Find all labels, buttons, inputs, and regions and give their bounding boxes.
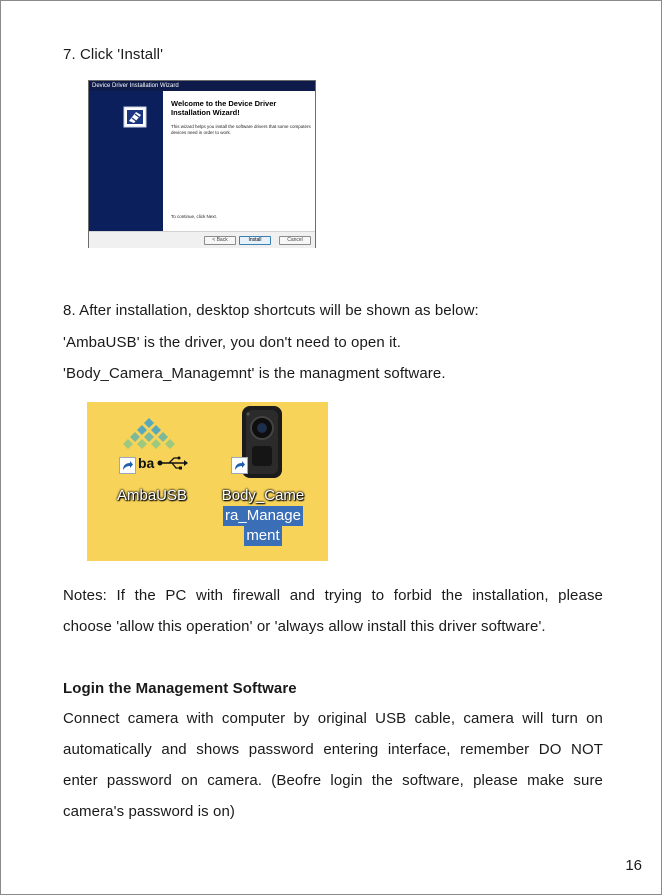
wizard-continue-text: To continue, click Next.: [171, 214, 218, 219]
ambausb-shortcut-arrow-icon: [119, 457, 136, 474]
login-line2: automatically and shows password entering interface, remember DO NOT: [63, 741, 603, 758]
wizard-title-bar: Device Driver Installation Wizard: [89, 81, 315, 91]
wizard-install-button[interactable]: Install: [239, 236, 271, 245]
wizard-cancel-button[interactable]: Cancel: [279, 236, 311, 245]
wizard-footer: [89, 231, 315, 248]
camera-shortcut-label[interactable]: [205, 486, 321, 546]
wizard-description: This wizard helps you install the software drivers that some computers devices need in order to work.: [171, 124, 311, 135]
ambausb-shortcut-label[interactable]: AmbaUSB: [116, 487, 188, 504]
notes-line2: choose 'allow this operation' or 'always allow install this driver software'.: [63, 618, 546, 635]
driver-wizard-icon: [123, 106, 147, 128]
wizard-back-button[interactable]: < Back: [204, 236, 236, 245]
login-heading: Login the Management Software: [63, 680, 297, 697]
ambausb-logo-text: ba: [138, 455, 155, 471]
ambausb-logo-icon: [119, 416, 191, 456]
login-line4: camera's password is on): [63, 803, 235, 820]
camera-label-line-1: Body_Came: [221, 487, 305, 504]
step8-line1: 8. After installation, desktop shortcuts will be shown as below:: [63, 302, 479, 319]
page-number: 16: [625, 857, 642, 874]
wizard-welcome-heading: Welcome to the Device Driver Installation Wizard!: [171, 99, 277, 117]
login-line3: enter password on camera. (Beofre login the software, please make sure: [63, 772, 603, 789]
camera-label-line-2: ra_Manage: [225, 507, 301, 524]
step7-text: 7. Click 'Install': [63, 46, 164, 63]
notes-line1: Notes: If the PC with firewall and trying to forbid the installation, please: [63, 587, 603, 604]
driver-wizard-screenshot: [88, 80, 316, 248]
usb-symbol-icon: [157, 456, 189, 470]
step8-line2: 'AmbaUSB' is the driver, you don't need to open it.: [63, 334, 402, 351]
login-line1: Connect camera with computer by original USB cable, camera will turn on: [63, 710, 603, 727]
step8-line3: 'Body_Camera_Managemnt' is the managment software.: [63, 365, 446, 382]
desktop-shortcuts-screenshot: [87, 402, 328, 561]
wizard-sidebar: [89, 91, 163, 231]
camera-label-line-3: ment: [246, 527, 280, 544]
camera-shortcut-arrow-icon: [231, 457, 248, 474]
